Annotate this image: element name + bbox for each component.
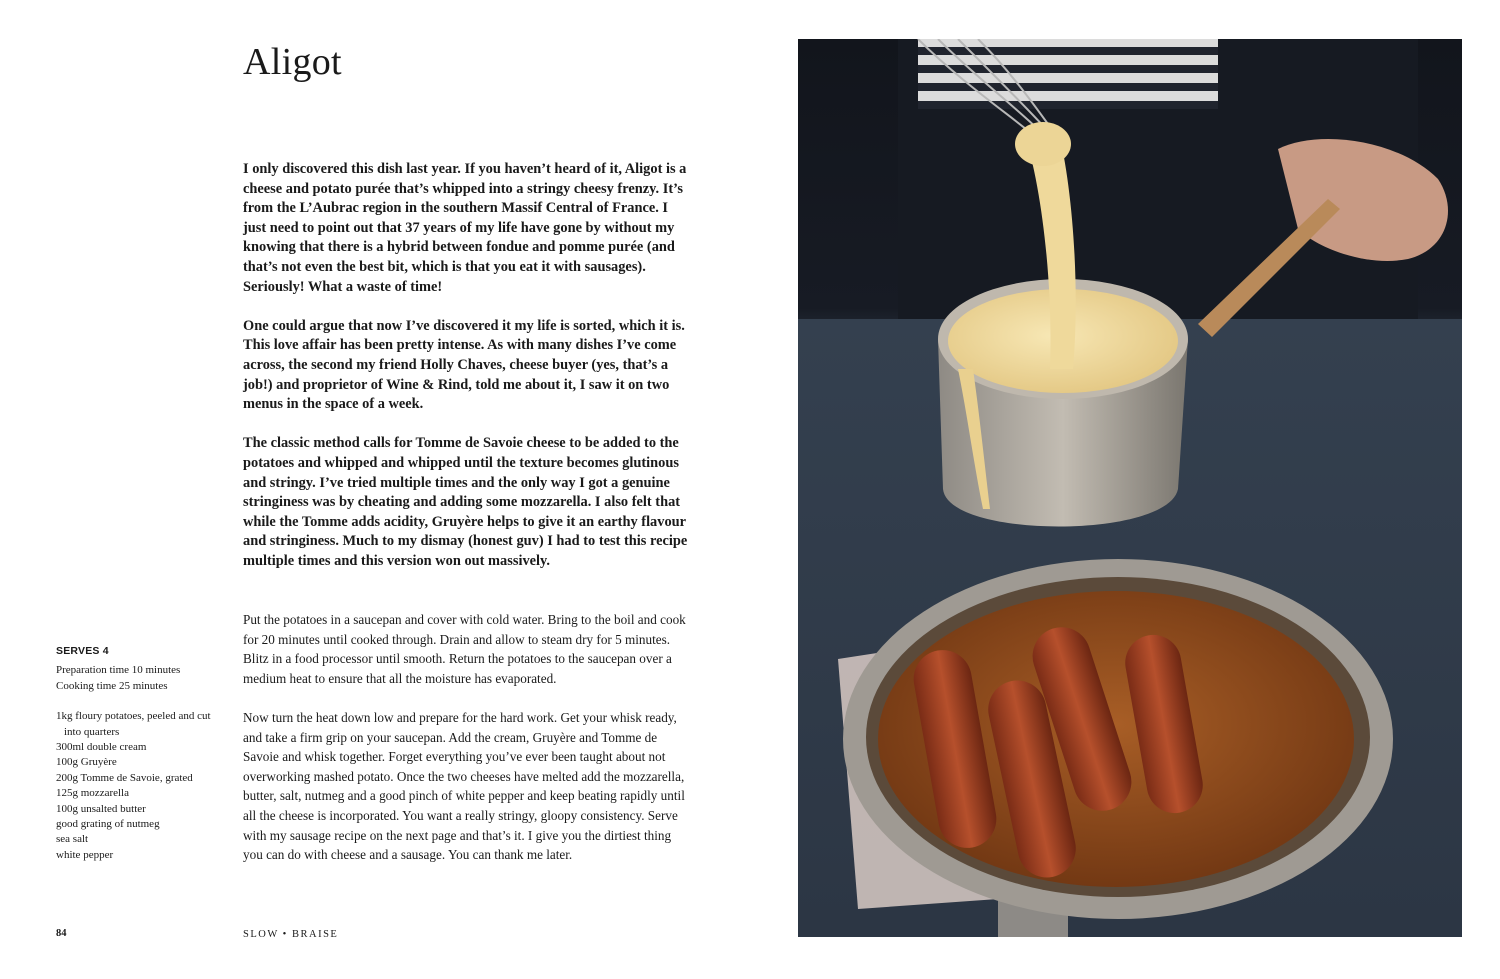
method-paragraph: Put the potatoes in a saucepan and cover with cold water. Bring to the boil and cook for 20 minutes until cooked through. Drain and allow to steam dry for 5 minutes. Blitz in a food processor until smooth. Return the potatoes to the saucepan over a medium heat to ensure that all the moisture has evaporated. <box>243 612 686 686</box>
intro-paragraph: The classic method calls for Tomme de Savoie cheese to be added to the potatoes and whipped and whipped until the texture becomes glutinous and stringy. I’ve tried multiple times and the only way I got a genuine stringiness was by cheating and adding some mozzarella. I also felt that while the Tomme adds acidity, Gruyère helps to give it an earthy flavour and stringiness. Much to my dismay (honest guv) I had to test this recipe multiple times and this version won out massively. <box>243 435 688 569</box>
intro-paragraph: One could argue that now I’ve discovered it my life is sorted, which it is. This love affair has been pretty intense. As with many dishes I’ve come across, the second my friend Holly Chaves, cheese buyer (yes, that’s a job!) and proprietor of Wine & Rind, told me about it, I saw it on two menus in the space of a week. <box>243 317 685 413</box>
prep-time: Preparation time 10 minutes <box>56 664 181 677</box>
recipe-method <box>243 610 693 884</box>
intro-paragraph: I only discovered this dish last year. If you haven’t heard of it, Aligot is a cheese and potato purée that’s whipped into a stringy cheesy frenzy. It’s from the L’Aubrac region in the southern Massif Central of France. I just need to point out that 37 years of my life have gone by without my knowing that there is a hybrid between fondue and pomme purée (and that’s not even the best bit, which is that you eat it with sausages). Seriously! What a waste of time! <box>243 161 687 295</box>
ingredients-list <box>56 709 226 863</box>
recipe-intro <box>243 160 693 591</box>
recipe-title: Aligot <box>243 41 342 83</box>
recipe-photo <box>798 39 1462 937</box>
ingredient-item: good grating of nutmeg <box>56 818 160 831</box>
serves-heading: SERVES 4 <box>56 645 109 657</box>
photo-illustration <box>798 39 1462 937</box>
striped-shirt <box>918 39 1218 109</box>
method-paragraph: Now turn the heat down low and prepare for the hard work. Get your whisk ready, and take a firm grip on your saucepan. Add the cream, Gruyère and Tomme de Savoie and whisk together. Forget everything you’ve ever been taught about not overworking mashed potato. Once the two cheeses have melted add the mozzarella, butter, salt, nutmeg and a good pinch of white pepper and keep beating rapidly until all the cheese is incorporated. You want a really stringy, gloopy consistency. Serve with my sausage recipe on the next page and that’s it. I give you the dirtiest thing you can do with cheese and a sausage. You can thank me later. <box>243 709 685 863</box>
ingredient-item: 1kg floury potatoes, peeled and cut into quarters <box>56 710 211 738</box>
ingredient-item: 300ml double cream <box>56 741 147 754</box>
cook-time: Cooking time 25 minutes <box>56 679 168 692</box>
recipe-times <box>56 663 226 694</box>
chapter-label: SLOW • BRAISE <box>243 929 339 940</box>
whisk-cheese <box>1015 122 1071 166</box>
recipe-info-sidebar <box>56 644 226 863</box>
ingredient-item: white pepper <box>56 848 114 861</box>
ingredient-item: 200g Tomme de Savoie, grated <box>56 771 193 784</box>
ingredient-item: 100g unsalted butter <box>56 802 146 815</box>
ingredient-item: 100g Gruyère <box>56 756 117 769</box>
ingredient-item: 125g mozzarella <box>56 787 129 800</box>
ingredient-item: sea salt <box>56 833 89 846</box>
page-number: 84 <box>56 928 67 939</box>
